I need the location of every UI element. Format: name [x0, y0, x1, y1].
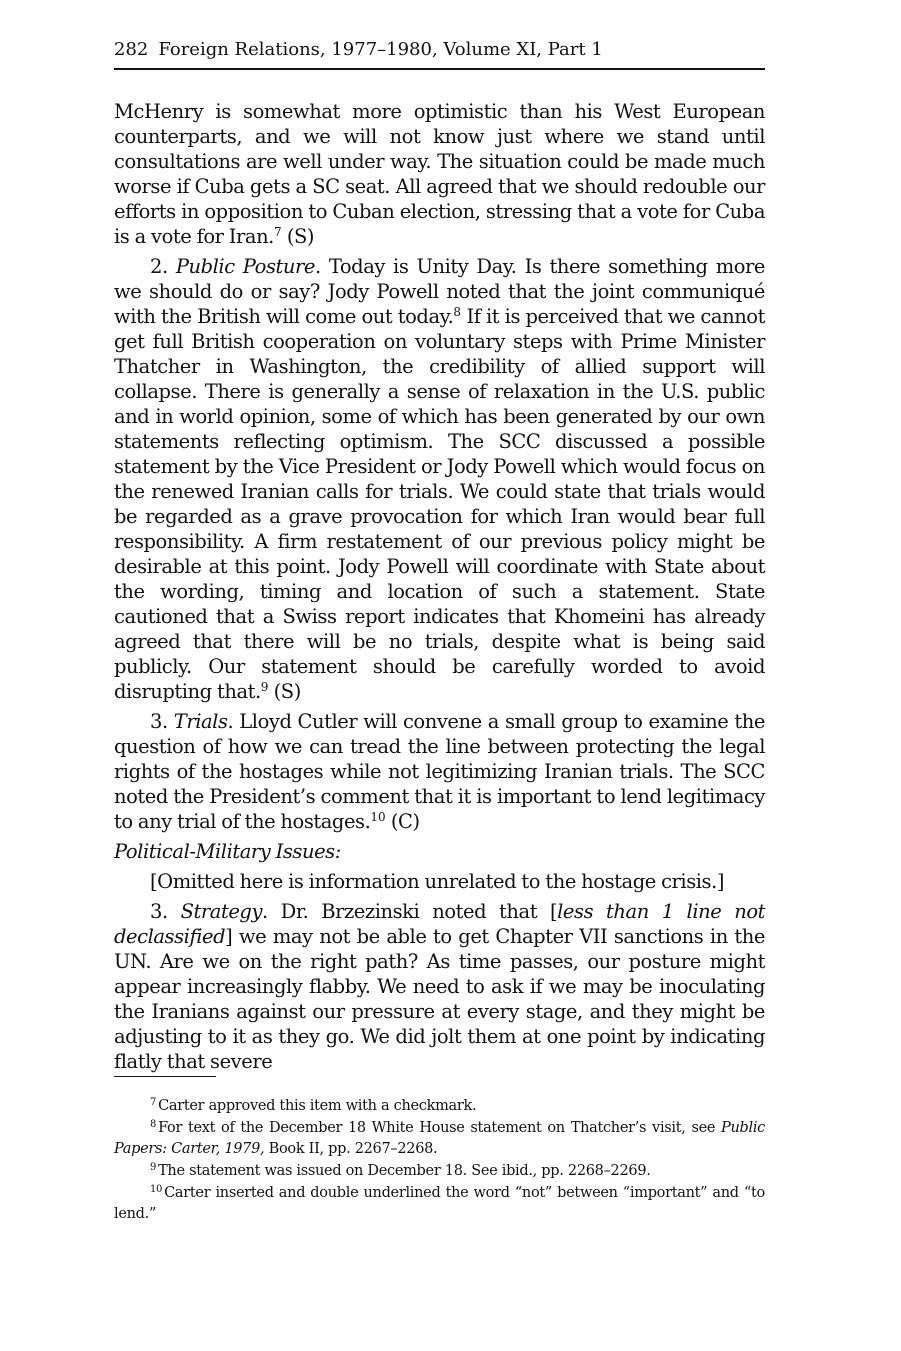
paragraph-public-posture	[114, 254, 765, 704]
redaction-note: less than 1 line not declassified	[114, 900, 765, 948]
paragraph-1	[114, 99, 765, 249]
footnote-text: Book II, pp. 2267–2268.	[264, 1141, 438, 1157]
footnote-mark: 9	[150, 1162, 157, 1173]
footnote-ref-9[interactable]: 9	[260, 680, 269, 694]
body-text	[114, 99, 765, 1079]
paragraph-text: If it is perceived that we cannot get full British cooperation on voluntary steps with Prime Minister Thatcher in Washington, the credibility of allied support will collapse. There is generally a sense of relaxation in the U.S. public and in world opinion, some of which has been generated by our own statements reflecting optimism. The SCC discussed a possible statement by the Vice President or Jody Powell which would focus on the renewed Iranian calls for trials. We could state that trials would be regarded as a grave provocation for which Iran would bear full responsibility. A firm restatement of our previous policy might be desirable at this point. Jody Powell will coordinate with State about the wording, timing and location of such a statement. State cautioned that a Swiss report indicates that Khomeini has already agreed that there will be no trials, despite what is being said publicly. Our statement should be carefully worded to avoid disrupting that.	[114, 305, 765, 703]
paragraph-1-text: McHenry is somewhat more optimistic than his West European counterparts, and we will not know just where we stand until consultations are well under way. The situation could be made much worse if Cuba gets a SC seat. All agreed that we should redouble our efforts in opposition to Cuban election, stressing that a vote for Cuba is a vote for Iran.	[114, 100, 765, 248]
classification-marker: (S)	[281, 225, 315, 248]
running-title: Foreign Relations, 1977–1980, Volume XI, Part 1	[158, 39, 603, 60]
section-heading: Political-Military Issues:	[114, 840, 341, 863]
classification-marker: (S)	[268, 680, 301, 703]
item-number: 2.	[150, 255, 176, 278]
classification-marker: (C)	[385, 810, 420, 833]
header-rule	[114, 68, 765, 70]
paragraph-trials	[114, 709, 765, 834]
paragraph-text: . Dr. Brzezinski noted that [	[262, 900, 558, 923]
footnote-mark: 7	[150, 1097, 157, 1108]
paragraph-strategy	[114, 899, 765, 1074]
footnote-10	[114, 1183, 765, 1225]
page-number: 282	[114, 39, 149, 60]
item-title: Strategy	[180, 900, 263, 923]
item-number: 3.	[150, 710, 174, 733]
footnote-text: Carter inserted and double underlined the word “not” between “important” and “to lend.”	[114, 1185, 765, 1222]
footnote-text: For text of the December 18 White House statement on Thatcher’s visit, see	[158, 1120, 722, 1136]
footnote-ref-7[interactable]: 7	[273, 225, 282, 239]
item-number: 3.	[150, 900, 181, 923]
footnote-rule	[114, 1076, 216, 1077]
footnote-ref-8[interactable]: 8	[453, 305, 461, 319]
paragraph-text: . Lloyd Cutler will convene a small group to examine the question of how we can tread the line between protecting the legal rights of the hostages while not legitimizing Iranian trials. The SCC noted the President’s comment that it is important to lend legitimacy to any trial of the hostages.	[114, 710, 765, 833]
footnote-text: Carter approved this item with a checkmark.	[158, 1098, 477, 1114]
footnote-8	[114, 1118, 765, 1160]
item-title: Trials	[173, 710, 228, 733]
paragraph-text: . Today is Unity Day. Is there something more we should do or say? Jody Powell noted that the joint communiqué with the British will come out today.	[114, 255, 765, 328]
footnote-9	[114, 1161, 765, 1182]
running-header	[114, 38, 765, 62]
paragraph-text: ] we may not be able to get Chapter VII sanctions in the UN. Are we on the right path? As time passes, our posture might appear increasingly flabby. We need to ask if we may be inoculating the Iranians against our pressure at every stage, and they might be adjusting to it as they go. We did jolt them at one point by indicating flatly that severe	[114, 925, 765, 1073]
footnote-ref-10[interactable]: 10	[370, 810, 386, 824]
footnotes	[114, 1096, 765, 1226]
item-title: Public Posture	[175, 255, 315, 278]
footnote-mark: 10	[150, 1184, 163, 1195]
footnote-mark: 8	[150, 1119, 157, 1130]
footnote-citation: Public Papers: Carter, 1979,	[114, 1120, 765, 1157]
footnote-text: The statement was issued on December 18. See ibid., pp. 2268–2269.	[158, 1163, 651, 1179]
footnote-7	[114, 1096, 765, 1117]
omitted-note: [Omitted here is information unrelated to the hostage crisis.]	[150, 870, 725, 893]
